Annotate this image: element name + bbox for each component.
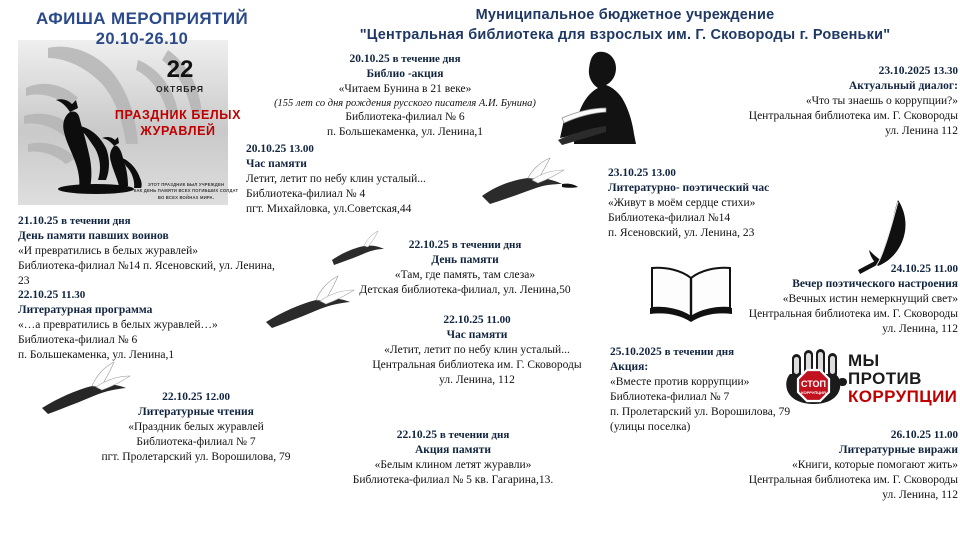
featured-holiday-title xyxy=(98,108,258,139)
event-date xyxy=(700,262,958,277)
event-name: Акция: xyxy=(610,360,649,373)
event-card xyxy=(352,313,602,388)
event-note: (155 лет со дня рождения русского писателя А.И. Бунина) xyxy=(274,97,536,109)
event-time-value: 13.00 xyxy=(651,167,676,179)
event-time-value: 11.30 xyxy=(61,289,86,301)
event-place-line1: Детская библиотека-филиал, ул. Ленина,50 xyxy=(359,283,571,296)
event-place-line2: ул. Ленина, 112 xyxy=(882,488,958,501)
event-name: День памяти павших воинов xyxy=(18,229,169,242)
event-name: Литературно- поэтический час xyxy=(608,181,770,194)
event-name: Вечер поэтического настроения xyxy=(792,277,958,290)
event-subject: «Белым клином летят журавли» xyxy=(374,458,532,471)
event-date-value: 21.10.25 xyxy=(18,215,59,227)
event-card xyxy=(700,64,958,139)
organization-title-line2: "Центральная библиотека для взрослых им. Г. Сковороды г. Ровеньки" xyxy=(359,26,891,43)
organization-title xyxy=(290,6,960,45)
featured-month-label: ОКТЯБРЯ xyxy=(156,84,204,94)
event-place-line2: пгт. Михайловка, ул.Советская,44 xyxy=(246,202,412,215)
event-name: День памяти xyxy=(431,253,499,266)
event-name: Час памяти xyxy=(246,157,307,170)
event-place-line1: Библиотека-филиал № 7 xyxy=(610,390,730,403)
event-date-value: 20.10.25 xyxy=(349,53,390,65)
event-card xyxy=(318,428,588,488)
event-card xyxy=(700,262,958,337)
event-subject: «Летит, летит по небу клин усталый... xyxy=(384,343,570,356)
event-subject: «Книги, которые помогают жить» xyxy=(791,458,958,471)
event-time-value: 13.30 xyxy=(933,65,958,77)
event-subject: «И превратились в белых журавлей» xyxy=(18,244,198,257)
event-place-line1: Библиотека-филиал №14 xyxy=(608,211,731,224)
event-date-value: 23.10.25 xyxy=(608,167,649,179)
event-name: Литературная программа xyxy=(18,303,153,316)
event-subject: «Живут в моём сердце стихи» xyxy=(608,196,756,209)
event-place-line2: п. Большекаменка, ул. Ленина,1 xyxy=(326,126,484,139)
event-time-value: в течении дня xyxy=(664,346,735,358)
event-date xyxy=(352,313,602,328)
fineprint-line1: ЭТОТ ПРАЗДНИК БЫЛ УЧРЕЖДЕН xyxy=(147,182,225,187)
featured-holiday-fineprint xyxy=(128,182,244,201)
fineprint-line2: КАК ДЕНЬ ПАМЯТИ ВСЕХ ПОГИБШИХ СОЛДАТ xyxy=(133,188,239,194)
event-date xyxy=(700,64,958,79)
event-name: Актуальный диалог: xyxy=(848,79,958,92)
event-place-line2: п. Большекаменка, ул. Ленина,1 xyxy=(18,348,175,361)
event-name: Библио -акция xyxy=(366,67,444,80)
anticorruption-slogan-line2: КОРРУПЦИИ xyxy=(848,386,958,406)
event-date-value: 26.10.25 xyxy=(890,429,931,441)
event-name: Литературные чтения xyxy=(138,405,254,418)
event-time-value: в течении дня xyxy=(451,239,522,251)
event-name: Час памяти xyxy=(446,328,508,341)
event-time-value: 13.00 xyxy=(289,143,314,155)
event-subject: «Праздник белых журавлей xyxy=(128,420,264,433)
featured-day-number: 22 xyxy=(166,56,194,83)
event-date-value: 25.10.2025 xyxy=(610,346,662,358)
fineprint-line3: ВО ВСЕХ ВОЙНАХ МИРА. xyxy=(157,194,215,200)
event-date xyxy=(240,52,570,67)
event-time-value: 11.00 xyxy=(933,429,958,441)
featured-holiday-title-line1: ПРАЗДНИК БЕЛЫХ xyxy=(114,108,242,122)
event-subject: Летит, летит по небу клин усталый... xyxy=(246,172,426,185)
event-date xyxy=(18,214,280,229)
event-subject: «…а превратились в белых журавлей…» xyxy=(18,318,218,331)
event-time-value: в течении дня xyxy=(61,215,131,227)
event-date xyxy=(18,288,268,303)
event-card xyxy=(608,166,888,241)
event-card xyxy=(240,52,570,140)
event-place-line1: Центральная библиотека им. Г. Сковороды xyxy=(748,109,958,122)
event-place-line1: Центральная библиотека им. Г. Сковороды xyxy=(748,473,958,486)
event-subject: «Читаем Бунина в 21 веке» xyxy=(338,82,472,95)
event-date xyxy=(246,142,516,157)
event-card xyxy=(700,428,958,503)
event-date-value: 23.10.2025 xyxy=(878,65,931,77)
event-card xyxy=(18,214,280,289)
event-place-line2: ул. Ленина, 112 xyxy=(439,373,515,386)
event-card xyxy=(246,142,516,217)
event-place-line1: Центральная библиотека им. Г. Сковороды xyxy=(748,307,958,320)
organization-title-line1: Муниципальное бюджетное учреждение xyxy=(475,7,775,23)
event-subject: «Там, где память, там слеза» xyxy=(394,268,536,281)
poster-heading-dates: 20.10-26.10 xyxy=(95,30,189,49)
event-subject: «Вместе против коррупции» xyxy=(610,375,750,388)
event-place-line1: Центральная библиотека им. Г. Сковороды xyxy=(372,358,582,371)
event-date-value: 22.10.25 xyxy=(396,429,437,441)
event-date xyxy=(608,166,888,181)
poster-heading-title: АФИША МЕРОПРИЯТИЙ xyxy=(35,9,249,28)
event-date-value: 24.10.25 xyxy=(890,263,931,275)
event-subject: «Что ты знаешь о коррупции?» xyxy=(805,94,958,107)
event-place-line1: Библиотека-филиал № 6 xyxy=(345,111,465,124)
event-place-line2: п. Ясеновский, ул. Ленина, 23 xyxy=(608,226,755,239)
event-place-line2: п. Пролетарский ул. Ворошилова, 79 xyxy=(610,405,791,418)
event-time-value: 12.00 xyxy=(205,391,230,403)
event-card xyxy=(96,390,296,465)
event-place-line1: Библиотека-филиал № 5 кв. Гагарина,13. xyxy=(352,473,554,486)
anticorruption-slogan xyxy=(848,352,957,406)
event-name: Акция памяти xyxy=(415,443,491,456)
event-date-value: 22.10.25 xyxy=(408,239,449,251)
event-place-line2: ул. Ленина, 112 xyxy=(882,322,958,335)
anticorruption-slogan-line1: МЫ ПРОТИВ xyxy=(848,351,922,388)
event-time-value: в течение дня xyxy=(392,53,461,65)
event-place-line1: Библиотека-филиал №14 п. Ясеновский, ул. Ленина, 23 xyxy=(18,259,275,287)
event-place-line2: пгт. Пролетарский ул. Ворошилова, 79 xyxy=(101,450,291,463)
stop-sign-subword: КОРРУПЦИЯ xyxy=(801,390,826,395)
event-date-value: 22.10.25 xyxy=(18,289,59,301)
stop-sign-word: СТОП xyxy=(800,379,827,389)
event-time-value: 11.00 xyxy=(486,314,511,326)
event-card xyxy=(18,288,268,363)
event-place-line1: Библиотека-филиал № 6 xyxy=(18,333,138,346)
event-date xyxy=(96,390,296,405)
event-date xyxy=(700,428,958,443)
event-date-value: 22.10.25 xyxy=(443,314,484,326)
anticorruption-logo xyxy=(782,348,958,406)
event-date-value: 20.10.25 xyxy=(246,143,287,155)
featured-holiday-title-line2: ЖУРАВЛЕЙ xyxy=(140,123,216,138)
event-subject: «Вечных истин немеркнущий свет» xyxy=(782,292,958,305)
event-date xyxy=(318,428,588,443)
event-place-line1: Библиотека-филиал № 7 xyxy=(136,435,256,448)
event-time-value: 11.00 xyxy=(933,263,958,275)
event-place-line2: ул. Ленина 112 xyxy=(885,124,958,137)
event-card xyxy=(330,238,600,298)
event-name: Литературные виражи xyxy=(839,443,958,456)
event-place-line3: (улицы поселка) xyxy=(610,420,691,433)
event-date xyxy=(330,238,600,253)
event-time-value: в течении дня xyxy=(439,429,510,441)
event-place-line1: Библиотека-филиал № 4 xyxy=(246,187,366,200)
event-date-value: 22.10.25 xyxy=(162,391,203,403)
poster-heading xyxy=(18,8,266,50)
stop-corruption-hand-icon xyxy=(782,348,848,406)
